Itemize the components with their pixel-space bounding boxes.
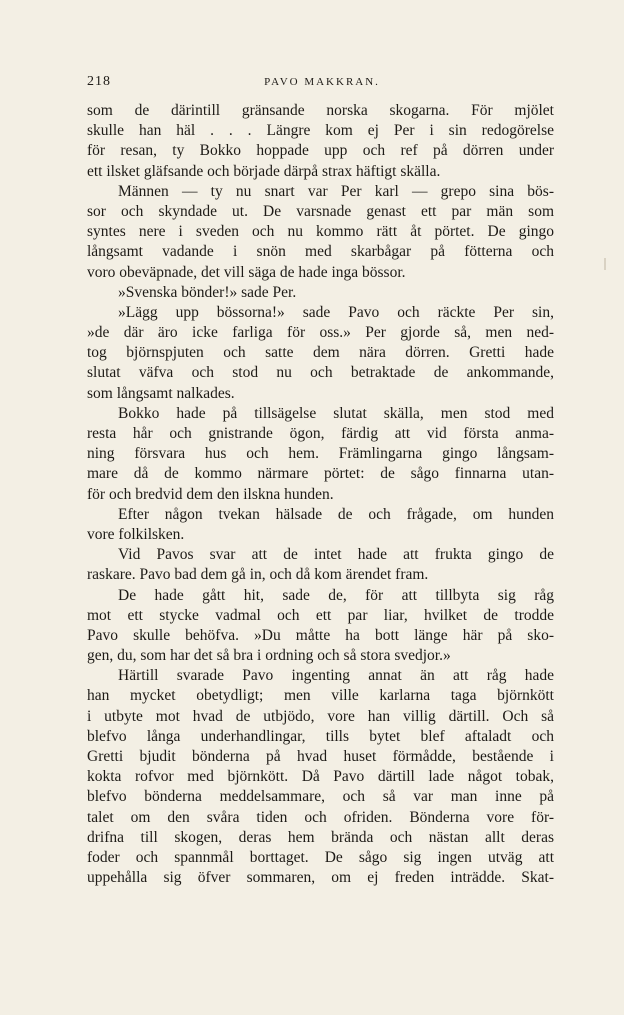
text-line: som långsamt nalkades. (87, 384, 235, 402)
text-line: resta hår och gnistrande ögon, färdig att vid första anma- (87, 425, 554, 442)
text-line: blefvo bönderna meddelsammare, och så var man inne på (87, 788, 554, 806)
text-line: foder och spannmål borttaget. De sågo sig ingen utväg att (87, 848, 554, 866)
page-edge-mark (604, 258, 606, 270)
text-line: Vid Pavos svar att de intet hade att frukta gingo de (118, 546, 554, 564)
text-line: sor och skyndade ut. De varsnade genast ett par män som (87, 202, 554, 220)
text-line: Pavo skulle behöfva. »Du måtte ha bott länge här på sko- (87, 626, 554, 644)
text-line: mot ett stycke vadmal och ett par liar, hvilket de trodde (87, 606, 554, 624)
text-line: ning försvara hus och hem. Främlingarna gingo långsam- (87, 445, 554, 463)
text-line: voro obeväpnade, det vill säga de hade inga bössor. (87, 263, 406, 281)
text-line: ett ilsket gläfsande och började därpå strax häftigt skälla. (87, 162, 441, 180)
page-number: 218 (87, 74, 111, 89)
text-line: gen, du, som har det så bra i ordning och så stora svedjor.» (87, 647, 451, 665)
body-text (87, 101, 554, 888)
text-line: Männen — ty nu snart var Per karl — grepo sina bös- (118, 182, 554, 200)
text-line: talet om den svåra tiden och ofriden. Bönderna vore för- (87, 808, 554, 826)
text-line: Bokko hade på tillsägelse slutat skälla, men stod med (118, 404, 554, 422)
text-line: Gretti bjudit bönderna på hvad huset förmådde, bestående i (87, 748, 554, 765)
text-line: mare då de kommo närmare pörtet: de sågo finnarna utan- (87, 465, 554, 483)
text-line: Efter någon tvekan hälsade de och frågade, om hunden (118, 505, 554, 523)
text-line: han mycket obetydligt; men ville karlarna taga björnkött (87, 687, 554, 705)
running-title: PAVO MAKKRAN. (264, 76, 380, 88)
text-line: blefvo långa underhandlingar, tills bytet blef aftaladt och (87, 727, 554, 745)
text-line: slutat väfva och stod nu och betraktade de ankommande, (87, 364, 554, 382)
text-line: »Svenska bönder!» sade Per. (118, 283, 297, 301)
page-header (87, 74, 557, 94)
text-line: uppehålla sig öfver sommaren, om ej freden inträdde. Skat- (87, 869, 554, 887)
text-line: syntes nere i sveden och nu kommo rätt åt pörtet. De gingo (87, 223, 554, 241)
text-line: i utbyte mot hvad de utbjödo, vore han villig därtill. Och så (87, 707, 554, 725)
text-line: skulle han häl . . . Längre kom ej Per i sin redogörelse (87, 122, 554, 140)
text-line: De hade gått hit, sade de, för att tillbyta sig råg (118, 586, 554, 604)
text-line: som de därintill gränsande norska skogarna. För mjölet (87, 102, 554, 119)
text-line: vore folkilsken. (87, 525, 185, 543)
text-line: kokta rofvor med björnkött. Då Pavo därtill lade något tobak, (87, 768, 554, 786)
text-line: Härtill svarade Pavo ingenting annat än att råg hade (118, 667, 554, 685)
text-line: »Lägg upp bössorna!» sade Pavo och räckte Per sin, (118, 303, 554, 321)
text-line: tog björnspjuten och satte dem nära dörren. Gretti hade (87, 344, 554, 362)
text-line: för och bredvid dem den ilskna hunden. (87, 485, 334, 503)
text-line: för resan, ty Bokko hoppade upp och ref på dörren under (87, 142, 554, 160)
text-line: raskare. Pavo bad dem gå in, och då kom ärendet fram. (87, 566, 429, 584)
text-line: »de där äro icke farliga för oss.» Per gjorde så, men ned- (87, 324, 554, 342)
text-line: drifna till skogen, deras hem brända och nästan allt deras (87, 828, 554, 846)
text-line: långsamt vadande i snön med skarbågar på fötterna och (87, 243, 554, 261)
